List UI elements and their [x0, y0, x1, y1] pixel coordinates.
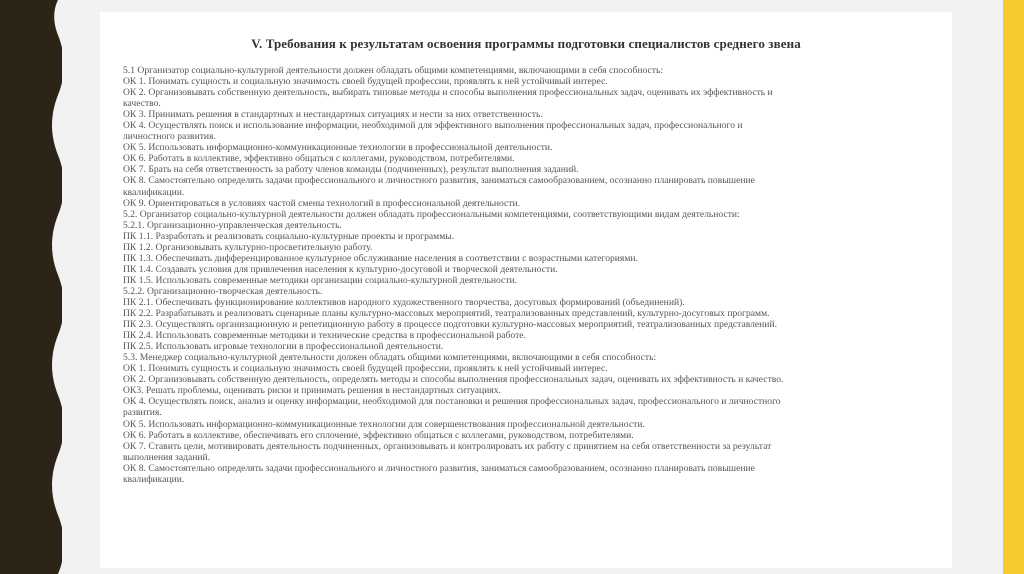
document-line: ПК 2.4. Использовать современные методики и технические средства в профессиональной работе.	[123, 330, 526, 342]
document-line: ОК 1. Понимать сущность и социальную значимость своей будущей профессии, проявлять к ней устойчивый интерес.	[123, 76, 608, 88]
document-line: 5.2. Организатор социально-культурной деятельности должен обладать профессиональными компетенциями, соответствующими видам деятельности:	[123, 208, 740, 220]
document-line: качество.	[123, 98, 161, 110]
document-line: ОК 4. Осуществлять поиск и использование информации, необходимой для эффективного выполнения профессиональных задач, профессионального и	[123, 120, 743, 132]
document-line: квалификации.	[123, 186, 185, 198]
document-line: квалификации.	[123, 473, 185, 485]
document-line: развития.	[123, 407, 162, 419]
document-line: ПК 1.5. Использовать современные методики организации социально-культурной деятельности.	[123, 274, 518, 286]
document-line: ПК 1.4. Создавать условия для привлечения населения к культурно-досуговой и творческой деятельности.	[123, 263, 558, 275]
document-line: ПК 2.3. Осуществлять организационную и репетиционную работу в процессе подготовки культурно-массовых мероприятий, театрализованных представлений.	[123, 319, 777, 331]
document-line: ОК3. Решать проблемы, оценивать риски и принимать решения в нестандартных ситуациях.	[123, 385, 501, 397]
document-line: ПК 2.2. Разрабатывать и реализовать сценарные планы культурно-массовых мероприятий, театрализованных представлений, культурно-досуговых программ.	[123, 308, 770, 320]
document-line: ОК 8. Самостоятельно определять задачи профессионального и личностного развития, заниматься самообразованием, осознанно планировать повышение	[123, 462, 755, 474]
document-line: ОК 2. Организовывать собственную деятельность, определять методы и способы выполнения профессиональных задач, оценивать их эффективность и качество.	[123, 374, 784, 386]
document-line: ОК 7. Ставить цели, мотивировать деятельность подчиненных, организовывать и контролировать их работу с принятием на себя ответственности за результат	[123, 440, 772, 452]
document-line: ОК 8. Самостоятельно определять задачи профессионального и личностного развития, заниматься самообразованием, осознанно планировать повышение	[123, 175, 755, 187]
page-title: V. Требования к результатам освоения программы подготовки специалистов среднего звена	[251, 36, 801, 51]
document-line: 5.1 Организатор социально-культурной деятельности должен обладать общими компетенциями, включающими в себя способность:	[123, 65, 664, 76]
decorative-left-band	[0, 0, 62, 574]
document-line: ОК 5. Использовать информационно-коммуникационные технологии в профессиональной деятельности.	[123, 142, 553, 154]
document-line: ОК 6. Работать в коллективе, эффективно общаться с коллегами, руководством, потребителями.	[123, 153, 515, 165]
document-line: ОК 7. Брать на себя ответственность за работу членов команды (подчиненных), результат выполнения заданий.	[123, 164, 579, 176]
document-line: ПК 2.5. Использовать игровые технологии в профессиональной деятельности.	[123, 341, 444, 353]
document-line: 5.3. Менеджер социально-культурной деятельности должен обладать общими компетенциями, включающими в себя способность:	[123, 352, 657, 364]
document-line: ПК 1.2. Организовывать культурно-просветительную работу.	[123, 241, 373, 253]
document-line: 5.2.2. Организационно-творческая деятельность.	[123, 285, 323, 297]
document-body	[123, 65, 928, 485]
document-line: ОК 5. Использовать информационно-коммуникационные технологии для совершенствования профессиональной деятельности.	[123, 418, 645, 430]
document-line: ОК 2. Организовывать собственную деятельность, выбирать типовые методы и способы выполнения профессиональных задач, оценивать их эффективность и	[123, 87, 773, 99]
document-line: ОК 1. Понимать сущность и социальную значимость своей будущей профессии, проявлять к ней устойчивый интерес.	[123, 363, 608, 375]
document-line: 5.2.1. Организационно-управленческая деятельность.	[123, 219, 342, 231]
document-line: выполнения заданий.	[123, 451, 211, 463]
document-line: ПК 1.1. Разработать и реализовать социально-культурные проекты и программы.	[123, 230, 455, 242]
wavy-edge-decoration	[0, 0, 62, 574]
document-line: ПК 2.1. Обеспечивать функционирование коллективов народного художественного творчества, досуговых формирований (объединений).	[123, 296, 685, 308]
document-line: ОК 4. Осуществлять поиск, анализ и оценку информации, необходимой для постановки и решения профессиональных задач, профессионального и личностного	[123, 396, 781, 408]
document-line: ОК 6. Работать в коллективе, обеспечивать его сплочение, эффективно общаться с коллегами, руководством, потребителями.	[123, 429, 634, 441]
document-line: личностного развития.	[123, 131, 216, 143]
accent-stripe	[1003, 0, 1024, 574]
document-line: ОК 9. Ориентироваться в условиях частой смены технологий в профессиональной деятельности.	[123, 197, 521, 209]
document-line: ПК 1.3. Обеспечивать дифференцированное культурное обслуживание населения в соответствии с возрастными категориями.	[123, 252, 638, 264]
document-line: ОК 3. Принимать решения в стандартных и нестандартных ситуациях и нести за них ответственность.	[123, 109, 543, 121]
document-slide	[100, 12, 952, 568]
